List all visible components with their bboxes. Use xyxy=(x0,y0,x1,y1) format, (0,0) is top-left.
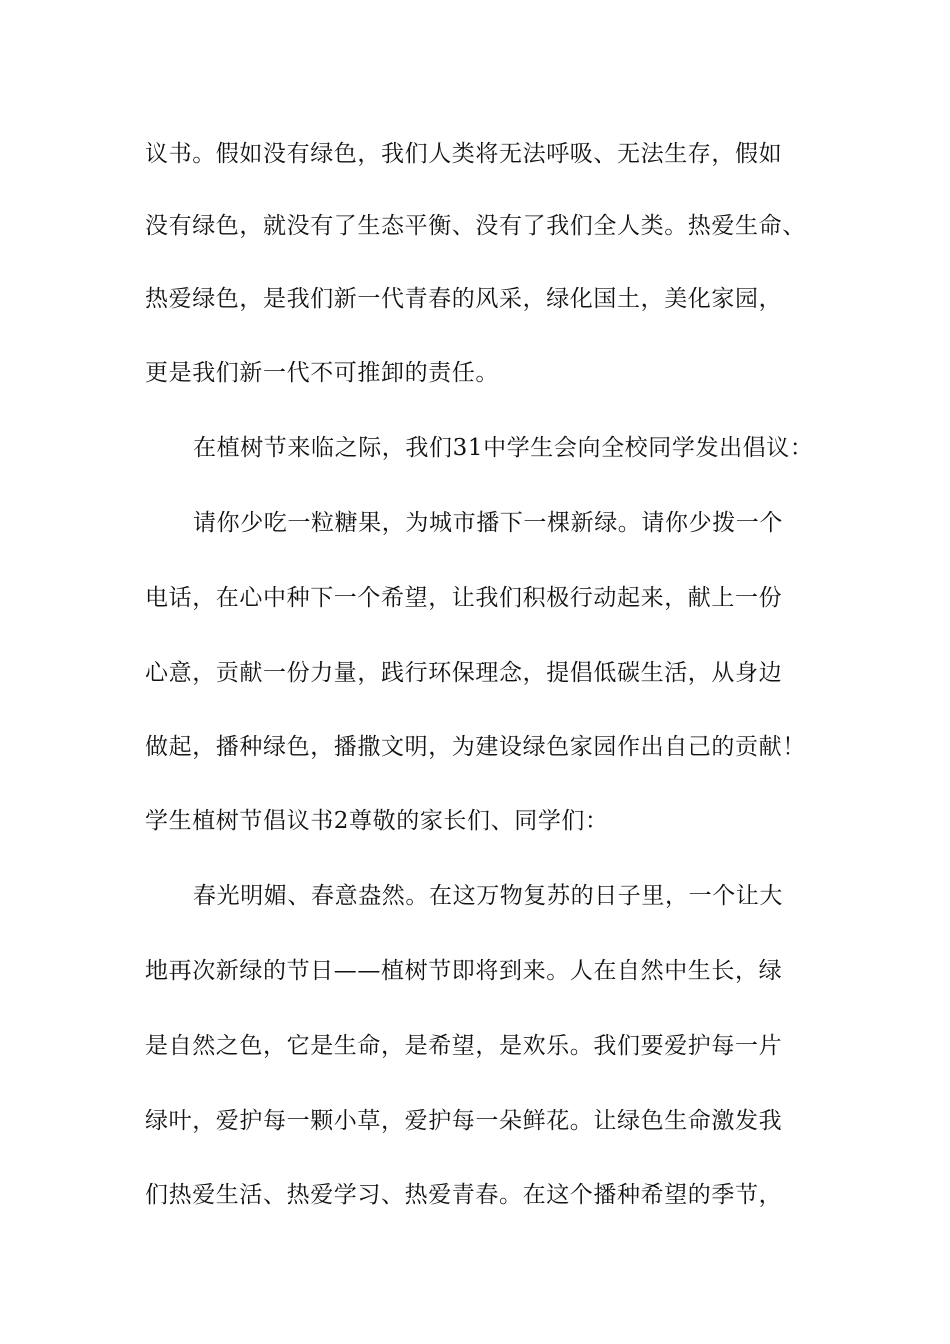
text-line: 地再次新绿的节日——植树节即将到来。人在自然中生长，绿 xyxy=(145,958,783,984)
text-line: 更是我们新一代不可推卸的责任。 xyxy=(145,360,499,386)
text-line: 心意，贡献一份力量，践行环保理念，提倡低碳生活，从身边 xyxy=(145,660,783,686)
text-line: 做起，播种绿色，播撒文明，为建设绿色家园作出自己的贡献！ xyxy=(145,734,806,760)
text-line: 春光明媚、春意盎然。在这万物复苏的日子里，一个让大 xyxy=(193,883,783,909)
text-line: 在植树节来临之际，我们31中学生会向全校同学发出倡议： xyxy=(193,435,814,461)
text-line: 学生植树节倡议书2尊敬的家长们、同学们： xyxy=(145,808,609,834)
text-line: 没有绿色，就没有了生态平衡、没有了我们全人类。热爱生命、 xyxy=(145,213,806,239)
text-line: 是自然之色，它是生命，是希望，是欢乐。我们要爱护每一片 xyxy=(145,1033,783,1059)
text-line: 绿叶，爱护每一颗小草，爱护每一朵鲜花。让绿色生命激发我 xyxy=(145,1108,783,1134)
text-line: 们热爱生活、热爱学习、热爱青春。在这个播种希望的季节， xyxy=(145,1182,783,1208)
text-line: 电话，在心中种下一个希望，让我们积极行动起来，献上一份 xyxy=(145,585,783,611)
text-line: 议书。假如没有绿色，我们人类将无法呼吸、无法生存，假如 xyxy=(145,141,783,167)
text-line: 请你少吃一粒糖果，为城市播下一棵新绿。请你少拨一个 xyxy=(193,510,783,536)
text-line: 热爱绿色，是我们新一代青春的风采，绿化国土，美化家园， xyxy=(145,286,783,312)
